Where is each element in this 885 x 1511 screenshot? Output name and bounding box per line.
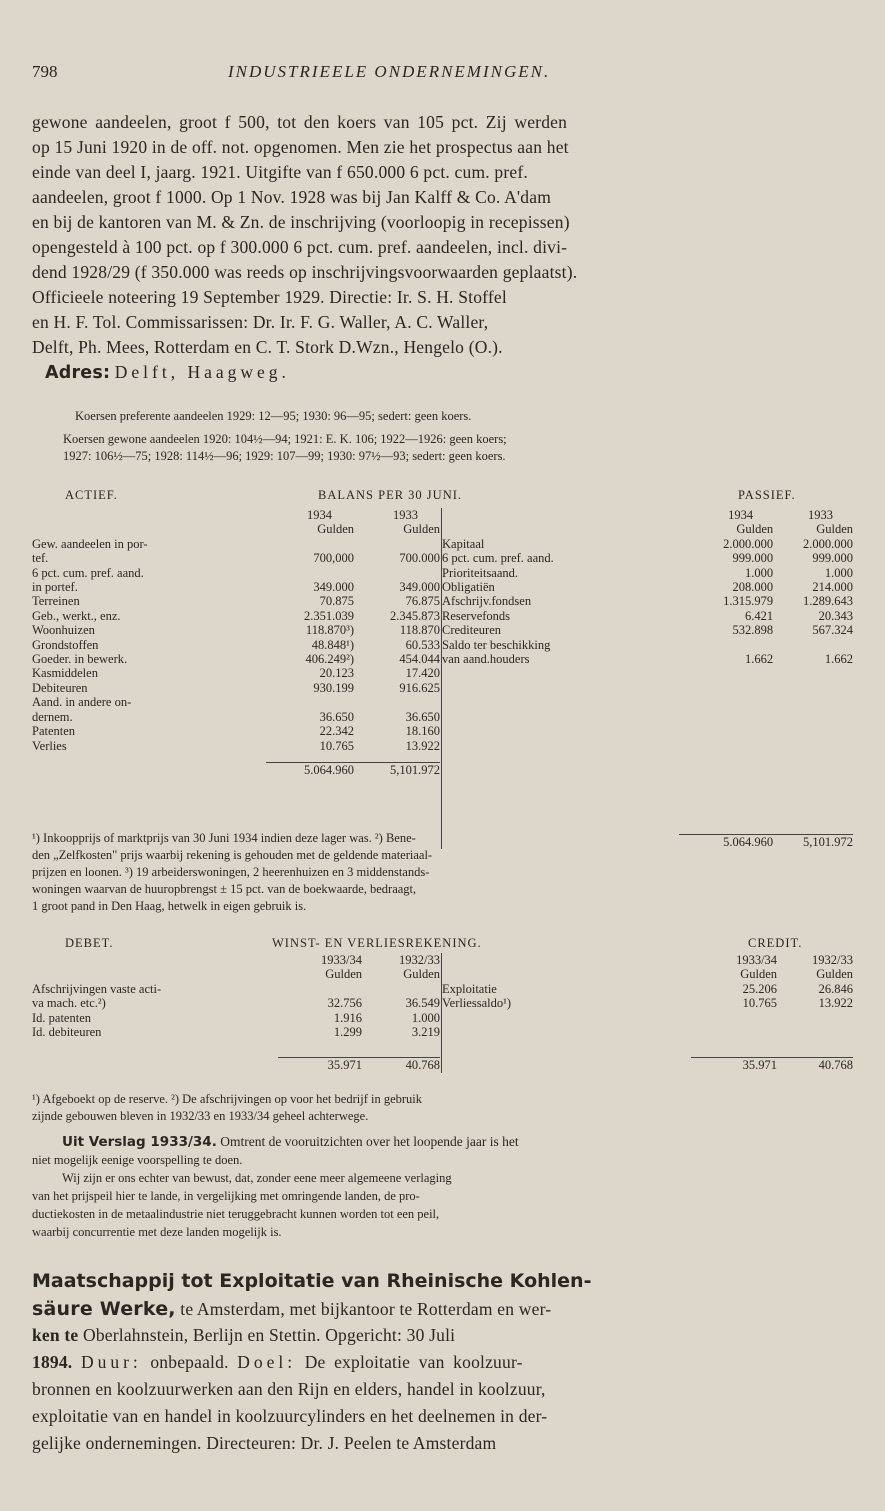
row-value (362, 982, 440, 996)
row-value: 349.000 (399, 580, 440, 595)
row-label: Patenten (32, 724, 76, 739)
year-header: 1932/33 (399, 953, 440, 967)
row-value: 2.351.039 (304, 608, 354, 623)
verslag-line: ductiekosten in de metaalindustrie niet teruggebracht kunnen worden tot een peil, (32, 1207, 440, 1221)
row-value: 930.199 (313, 680, 354, 695)
table-row (442, 580, 854, 594)
row-label: Grondstoffen (32, 637, 99, 652)
row-value: 1.289.643 (803, 594, 853, 609)
year-header: 1933/34 (321, 953, 362, 967)
table-row (32, 580, 440, 594)
koersen-gewone-cont: 1927: 106½—75; 1928: 114½—96; 1929: 107—99; 1930: 97½—93; sedert: geen koers. (63, 449, 506, 463)
row-value: 26.846 (818, 981, 853, 996)
credit-title: CREDIT. (748, 936, 803, 950)
actief-total-1934: 5.064.960 (266, 763, 354, 778)
row-value: 60.533 (405, 637, 440, 652)
year-header: 1933 (808, 508, 833, 522)
row-value (354, 537, 440, 551)
row-label: Geb., werkt., enz. (32, 608, 121, 623)
row-value (679, 638, 773, 652)
row-label: Saldo ter beschikking (442, 637, 551, 652)
row-value: 6.421 (745, 608, 774, 623)
row-value: 1.000 (745, 565, 774, 580)
table-row (442, 609, 854, 623)
verslag-label: Uit Verslag 1933/34. (62, 1134, 217, 1150)
row-value: 349.000 (313, 580, 354, 595)
table-row (32, 996, 440, 1010)
balans-note: woningen waarvan de huuropbrengst ± 15 pct. van de boekwaarde, bedraagt, (32, 882, 417, 896)
table-row (32, 551, 440, 565)
actief-table (32, 508, 440, 778)
intro-line: en bij de kantoren van M. & Zn. de inschrijving (voorloopig in recepissen) (32, 212, 570, 232)
table-row (442, 638, 854, 652)
row-value: 999.000 (812, 551, 853, 566)
table-row (442, 537, 854, 551)
intro-line: aandeelen, groot f 1000. Op 1 Nov. 1928 was bij Jan Kalff & Co. A'dam (32, 187, 552, 207)
row-value (266, 566, 354, 580)
verslag-line: Wij zijn er ons echter van bewust, dat, zonder eene meer algemeene verlaging (62, 1171, 452, 1185)
row-label: Obligatiën (442, 580, 495, 595)
row-value: 13.922 (818, 996, 853, 1011)
row-value: 999.000 (732, 551, 774, 566)
doel-label: Doel: (237, 1352, 297, 1372)
table-row (32, 739, 440, 753)
row-label: 6 pct. cum. pref. aand. (32, 565, 144, 580)
year-header: 1933/34 (736, 953, 778, 967)
verslag-line: Omtrent de vooruitzichten over het loopende jaar is het (220, 1134, 519, 1149)
verslag-line: niet mogelijk eenige voorspelling te doen. (32, 1153, 243, 1167)
row-value: 118.870 (399, 623, 440, 638)
duur-value: onbepaald. (150, 1352, 229, 1372)
passief-total-1933: 5,101.972 (773, 834, 853, 849)
table-row (442, 996, 854, 1010)
company-line: gelijke ondernemingen. Directeuren: Dr. J. Peelen te Amsterdam (32, 1433, 497, 1453)
row-label: Debiteuren (32, 680, 88, 695)
balans-title: BALANS PER 30 JUNI. (318, 488, 463, 502)
row-value: 532.898 (732, 623, 774, 638)
table-row (32, 652, 440, 666)
unit-header: Gulden (736, 522, 774, 537)
intro-line: Officieele noteering 19 September 1929. Directie: Ir. S. H. Stoffel (32, 287, 507, 307)
row-label: Verliessaldo¹) (442, 996, 512, 1011)
company-line: te Amsterdam, met bijkantoor te Rotterdam en wer- (180, 1299, 552, 1319)
row-label: Verlies (32, 738, 67, 753)
company-line: exploitatie van en handel in koolzuurcylinders en het deelnemen in der- (32, 1406, 548, 1426)
row-value: 20.123 (319, 666, 354, 681)
verslag-line: waarbij concurrentie met deze landen mogelijk is. (32, 1225, 282, 1239)
year-header: 1933 (393, 508, 418, 522)
row-label: Terreinen (32, 594, 80, 609)
row-value: 10.765 (742, 996, 778, 1011)
debet-total-1: 35.971 (278, 1057, 362, 1072)
row-value (266, 695, 354, 709)
company-bold: ken te (32, 1325, 79, 1345)
row-value: 2.000.000 (803, 536, 853, 551)
company-line: Oberlahnstein, Berlijn en Stettin. Opgericht: 30 Juli (82, 1325, 456, 1345)
table-row (32, 566, 440, 580)
row-value: 1.000 (411, 1010, 440, 1025)
row-value: 36.549 (405, 996, 440, 1011)
row-value: 18.160 (405, 724, 440, 739)
actief-title: ACTIEF. (65, 488, 118, 502)
table-row (32, 1011, 440, 1025)
row-value: 1.916 (333, 1010, 362, 1025)
table-row (32, 1025, 440, 1039)
row-label: Kapitaal (442, 536, 485, 551)
table-row (442, 551, 854, 565)
year-header: 1932/33 (812, 953, 853, 967)
unit-header: Gulden (403, 967, 440, 982)
row-label: Kasmiddelen (32, 666, 98, 681)
company-line: bronnen en koolzuurwerken aan den Rijn en elders, handel in koolzuur, (32, 1379, 546, 1399)
row-value: 17.420 (405, 666, 440, 681)
debet-title: DEBET. (65, 936, 114, 950)
row-label: tef. (32, 551, 49, 566)
row-value: 208.000 (732, 580, 774, 595)
table-row (442, 623, 854, 637)
intro-line: op 15 Juni 1920 in de off. not. opgenomen. Men zie het prospectus aan het (32, 137, 569, 157)
row-value (278, 982, 362, 996)
row-value: 454.044 (399, 652, 440, 667)
row-value (354, 566, 440, 580)
debet-table (32, 953, 440, 1072)
row-value: 1.000 (824, 565, 853, 580)
row-value: 36.650 (319, 709, 354, 724)
row-label: Crediteuren (442, 623, 502, 638)
row-label: Afschrijv.fondsen (442, 594, 532, 609)
table-row (32, 681, 440, 695)
intro-line: en H. F. Tol. Commissarissen: Dr. Ir. F. G. Waller, A. C. Waller, (32, 312, 489, 332)
row-label: 6 pct. cum. pref. aand. (442, 551, 554, 566)
row-value: 406.249²) (305, 652, 354, 667)
row-value: 10.765 (319, 738, 354, 753)
row-value (773, 638, 853, 652)
credit-total-1: 35.971 (691, 1058, 777, 1073)
balans-note: 1 groot pand in Den Haag, hetwelk in eigen gebruik is. (32, 899, 307, 913)
row-label: Reservefonds (442, 608, 511, 623)
intro-line: einde van deel I, jaarg. 1921. Uitgifte van f 650.000 6 pct. cum. pref. (32, 162, 528, 182)
unit-header: Gulden (740, 967, 778, 982)
unit-header: Gulden (816, 522, 853, 537)
row-value: 214.000 (812, 580, 853, 595)
year-header: 1934 (307, 508, 332, 522)
koersen-gewone: Koersen gewone aandeelen 1920: 104½—94; 1921: E. K. 106; 1922—1926: geen koers; (63, 432, 507, 446)
row-value: 32.756 (327, 996, 362, 1011)
row-value: 700.000 (399, 551, 440, 566)
row-value: 22.342 (319, 724, 354, 739)
row-value: 20.343 (818, 608, 853, 623)
doel-value: De exploitatie van koolzuur- (304, 1352, 523, 1372)
company-name: Maatschappij tot Exploitatie van Rheinische Kohlen- (32, 1270, 592, 1292)
row-label: Woonhuizen (32, 623, 95, 638)
row-value: 13.922 (405, 738, 440, 753)
table-row (32, 623, 440, 637)
row-label: Afschrijvingen vaste acti- (32, 981, 162, 996)
row-label: va mach. etc.²) (32, 996, 106, 1011)
row-value: 70.875 (319, 594, 354, 609)
intro-line: Delft, Ph. Mees, Rotterdam en C. T. Stork D.Wzn., Hengelo (O.). (32, 337, 503, 357)
table-row (32, 710, 440, 724)
passief-table (441, 508, 853, 849)
balans-note: ¹) Inkoopprijs of marktprijs van 30 Juni 1934 indien deze lager was. ²) Bene- (32, 831, 416, 845)
unit-header: Gulden (816, 967, 853, 982)
row-label: Id. patenten (32, 1010, 92, 1025)
row-label: Gew. aandeelen in por- (32, 536, 148, 551)
table-row (32, 695, 440, 709)
table-row (32, 724, 440, 738)
winst-title: WINST- EN VERLIESREKENING. (272, 936, 482, 950)
adres-value: Delft, Haagweg. (114, 362, 290, 382)
row-value: 76.875 (405, 594, 440, 609)
row-value (354, 695, 440, 709)
table-row (32, 594, 440, 608)
credit-total-2: 40.768 (777, 1058, 853, 1073)
table-row (442, 594, 854, 608)
row-value: 1.662 (824, 652, 853, 667)
koersen-pref: Koersen preferente aandeelen 1929: 12—95; 1930: 96—95; sedert: geen koers. (75, 409, 472, 423)
table-row (32, 537, 440, 551)
duur-label: Duur: (80, 1352, 142, 1372)
company-year: 1894. (32, 1352, 73, 1372)
table-row (442, 982, 854, 996)
actief-total-1933: 5,101.972 (354, 763, 440, 778)
balans-note: den „Zelfkosten" prijs waarbij rekening is gehouden met de geldende materiaal- (32, 848, 433, 862)
row-value: 1.662 (745, 652, 774, 667)
passief-title: PASSIEF. (738, 488, 796, 502)
debet-total-2: 40.768 (362, 1057, 440, 1072)
intro-line: dend 1928/29 (f 350.000 was reeds op inschrijvingsvoorwaarden geplaatst). (32, 262, 578, 282)
winst-note: ¹) Afgeboekt op de reserve. ²) De afschrijvingen op voor het bedrijf in gebruik (32, 1092, 423, 1106)
credit-table (441, 953, 853, 1073)
winst-note: zijnde gebouwen bleven in 1932/33 en 1933/34 geheel achterwege. (32, 1109, 369, 1123)
table-row (442, 566, 854, 580)
row-value (266, 537, 354, 551)
row-value: 2.000.000 (723, 536, 774, 551)
intro-line: gewone aandeelen, groot f 500, tot den koers van 105 pct. Zij werden (32, 112, 568, 132)
row-label: dernem. (32, 709, 73, 724)
table-row (442, 652, 854, 666)
row-label: Exploitatie (442, 981, 497, 996)
year-header: 1934 (728, 508, 754, 522)
row-label: van aand.houders (442, 652, 530, 667)
row-value: 25.206 (742, 981, 778, 996)
row-value: 2.345.873 (390, 608, 440, 623)
row-label: Aand. in andere on- (32, 695, 132, 710)
row-value: 700,000 (313, 551, 354, 566)
unit-header: Gulden (325, 967, 362, 982)
unit-header: Gulden (403, 522, 440, 537)
row-value: 48.848¹) (311, 637, 354, 652)
page-number: 798 (32, 62, 58, 81)
row-label: Goeder. in bewerk. (32, 652, 128, 667)
row-value: 1.299 (333, 1025, 362, 1040)
table-row (32, 982, 440, 996)
row-label: in portef. (32, 580, 78, 595)
adres-label: Adres: (45, 363, 111, 383)
row-value: 3.219 (411, 1025, 440, 1040)
unit-header: Gulden (317, 522, 354, 537)
table-row (32, 666, 440, 680)
running-title: INDUSTRIEELE ONDERNEMINGEN. (228, 62, 551, 81)
table-row (32, 609, 440, 623)
row-value: 916.625 (399, 680, 440, 695)
company-name-cont: säure Werke, (32, 1298, 176, 1320)
row-label: Prioriteitsaand. (442, 565, 519, 580)
table-row (32, 638, 440, 652)
intro-line: opengesteld à 100 pct. op f 300.000 6 pct. cum. pref. aandeelen, incl. divi- (32, 237, 568, 257)
passief-total-1934: 5.064.960 (679, 834, 773, 849)
row-value: 567.324 (812, 623, 853, 638)
balans-note: prijzen en loonen. ³) 19 arbeiderswoningen, 2 heerenhuizen en 3 middenstands- (32, 865, 430, 879)
row-value: 36.650 (405, 709, 440, 724)
row-label: Id. debiteuren (32, 1025, 102, 1040)
verslag-line: van het prijspeil hier te lande, in vergelijking met omringende landen, de pro- (32, 1189, 420, 1203)
row-value: 118.870³) (305, 623, 354, 638)
row-value: 1.315.979 (723, 594, 774, 609)
